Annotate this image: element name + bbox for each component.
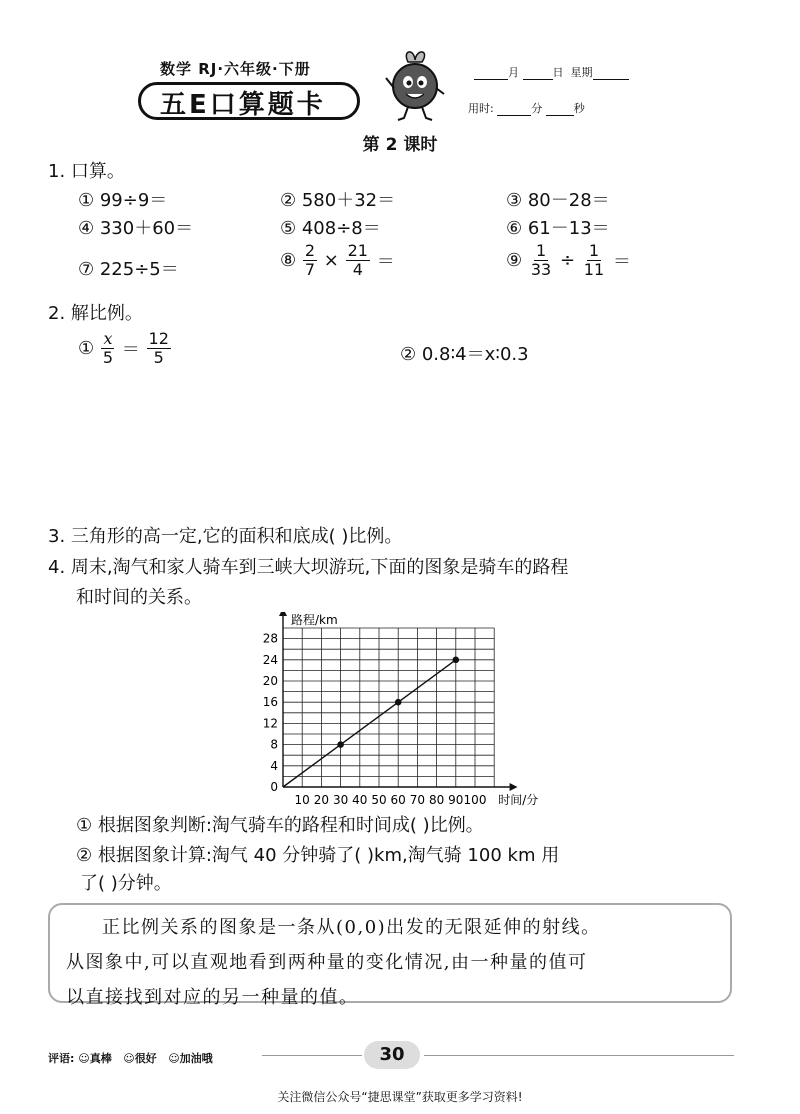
fraction-denominator: 5 [153, 348, 164, 367]
q1-title: 1. 口算。 [48, 161, 125, 182]
fraction-denominator: 7 [304, 260, 316, 279]
x-tick-label: 50 [371, 793, 387, 807]
q4-sub-2-line-2: 了( )分钟。 [80, 873, 172, 894]
y-tick-label: 20 [262, 674, 278, 688]
y-tick-label: 0 [270, 780, 278, 794]
data-point [337, 741, 344, 748]
equals-sign: ＝ [121, 339, 140, 361]
smiley-cheer-icon[interactable]: ☺ [168, 1052, 180, 1065]
fraction-denominator: 4 [352, 260, 363, 279]
footer-rule-right [424, 1055, 734, 1056]
month-blank[interactable] [474, 67, 508, 80]
rating-great: 真棒 [89, 1052, 112, 1065]
evaluation-row [48, 1050, 213, 1066]
fraction-numerator: 2 [304, 241, 316, 260]
q1-item-9 [506, 242, 631, 279]
fraction-numerator: 21 [347, 241, 368, 260]
q2-proportion-1 [78, 330, 172, 367]
x-tick-label: 60 [390, 793, 406, 807]
tip-line-2: 从图象中,可以直观地看到两种量的变化情况,由一种量的值可 [66, 952, 588, 973]
distance-time-chart [250, 612, 560, 812]
time-label: 用时: [468, 102, 494, 115]
q4-line-2: 和时间的关系。 [76, 587, 202, 608]
divide-operator: ÷ [559, 250, 576, 271]
times-operator: × [323, 250, 339, 271]
fraction-numerator: 1 [535, 241, 547, 260]
page-number: 30 [364, 1041, 420, 1069]
q4-sub-1: ① 根据图象判断:淘气骑车的路程和时间成( )比例。 [76, 815, 484, 836]
fraction-numerator: x [103, 329, 113, 348]
card-title: 五E口算题卡 [160, 90, 326, 120]
apple-mascot-icon [384, 48, 446, 122]
q2-p1-label: ① [78, 338, 95, 359]
seconds-label: 秒 [573, 102, 585, 115]
q3-text: 3. 三角形的高一定,它的面积和底成( )比例。 [48, 526, 403, 547]
fraction-denominator: 11 [583, 260, 605, 279]
x-tick-label: 100 [463, 793, 487, 807]
subject-label: 数学 RJ·六年级·下册 [160, 60, 311, 78]
data-point [453, 657, 460, 664]
y-axis-arrow-icon [279, 612, 287, 616]
minutes-blank[interactable] [497, 103, 531, 116]
x-tick-label: 10 [294, 793, 310, 807]
y-tick-label: 28 [262, 631, 278, 646]
q1-item-8 [280, 242, 395, 279]
q1-item-8-label: ⑧ [280, 250, 297, 271]
day-blank[interactable] [523, 67, 553, 80]
smiley-great-icon[interactable]: ☺ [78, 1052, 90, 1065]
evaluation-label: 评语: [48, 1052, 75, 1065]
month-label: 月 [508, 66, 519, 79]
seconds-blank[interactable] [546, 103, 574, 116]
q1-item-5: ⑤ 408÷8＝ [280, 218, 381, 239]
x-tick-label: 20 [313, 793, 330, 807]
x-axis-arrow-icon [510, 783, 518, 791]
x-tick-label: 80 [428, 793, 445, 807]
y-tick-label: 8 [270, 737, 278, 752]
time-line [468, 100, 585, 116]
fraction-numerator: 1 [588, 241, 600, 260]
q1-item-6: ⑥ 61－13＝ [506, 218, 610, 239]
q1-item-2: ② 580＋32＝ [280, 190, 396, 211]
rating-cheer: 加油哦 [179, 1052, 213, 1065]
day-label: 日 [552, 66, 564, 79]
tip-line-1: 正比例关系的图象是一条从(0,0)出发的无限延伸的射线。 [102, 917, 601, 938]
q1-item-7: ⑦ 225÷5＝ [78, 259, 179, 280]
equals-sign: ＝ [376, 251, 395, 273]
rating-good: 很好 [134, 1052, 157, 1065]
q4-line-1: 4. 周末,淘气和家人骑车到三峡大坝游玩,下面的图象是骑车的路程 [48, 557, 569, 578]
y-axis-label: 路程/km [291, 613, 338, 627]
footer-rule-left [262, 1055, 362, 1056]
q4-sub-2-line-1: ② 根据图象计算:淘气 40 分钟骑了( )km,淘气骑 100 km 用 [76, 845, 560, 866]
fraction-numerator: 12 [148, 329, 169, 348]
q1-item-1: ① 99÷9＝ [78, 190, 168, 211]
x-axis-label: 时间/分 [498, 793, 539, 807]
q2-proportion-2: ② 0.8∶4＝x∶0.3 [400, 344, 529, 365]
tip-line-3: 以直接找到对应的另一种量的值。 [66, 987, 359, 1008]
y-tick-label: 24 [262, 652, 278, 667]
weekday-blank[interactable] [593, 67, 629, 80]
tip-text [66, 910, 726, 1015]
smiley-good-icon[interactable]: ☺ [123, 1052, 135, 1065]
q1-item-9-label: ⑨ [506, 250, 523, 271]
date-line [474, 64, 629, 80]
x-tick-label: 30 [332, 793, 349, 807]
minutes-label: 分 [531, 102, 543, 115]
y-tick-label: 12 [262, 716, 278, 731]
promo-text: 关注微信公众号“捷思课堂”获取更多学习资料! [277, 1090, 523, 1104]
x-tick-label: 90 [448, 793, 464, 807]
q1-item-3: ③ 80－28＝ [506, 190, 610, 211]
y-tick-label: 16 [262, 695, 278, 710]
weekday-label: 星期 [570, 66, 593, 79]
x-tick-label: 40 [352, 793, 368, 807]
q2-title: 2. 解比例。 [48, 303, 143, 324]
x-tick-label: 70 [409, 793, 426, 807]
fraction-denominator: 5 [102, 348, 114, 367]
data-point [395, 699, 402, 706]
equals-sign: ＝ [612, 251, 631, 273]
fraction-denominator: 33 [530, 260, 552, 279]
lesson-title: 第 2 课时 [362, 135, 438, 155]
q1-item-4: ④ 330＋60＝ [78, 218, 194, 239]
y-tick-label: 4 [270, 758, 278, 773]
